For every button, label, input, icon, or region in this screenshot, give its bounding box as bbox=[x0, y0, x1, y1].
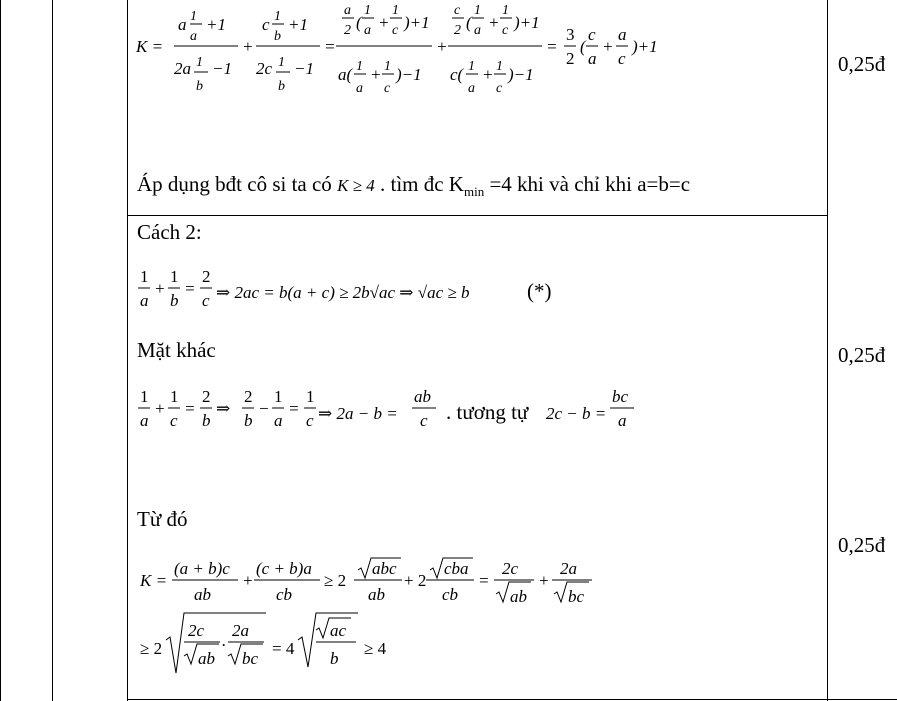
svg-text:b: b bbox=[196, 79, 203, 94]
formula-k-label: K = bbox=[136, 37, 164, 56]
svg-text:)+1: )+1 bbox=[514, 13, 540, 32]
svg-text:+1: +1 bbox=[206, 15, 226, 34]
svg-text:b: b bbox=[274, 29, 281, 44]
svg-text:2c: 2c bbox=[188, 621, 205, 640]
eq1-star: (*) bbox=[527, 279, 552, 303]
svg-text:c: c bbox=[170, 411, 178, 430]
svg-text:= 4: = 4 bbox=[272, 639, 295, 658]
svg-text:2: 2 bbox=[202, 267, 211, 286]
svg-text:a: a bbox=[356, 81, 363, 96]
svg-text:+: + bbox=[602, 37, 614, 56]
apply-tail-pre: . tìm đc K bbox=[379, 172, 464, 196]
svg-text:+ 2: + 2 bbox=[404, 571, 427, 590]
svg-text:a: a bbox=[468, 81, 475, 96]
svg-text:+: + bbox=[370, 65, 382, 84]
svg-text:ab: ab bbox=[510, 587, 527, 606]
svg-text:c: c bbox=[306, 411, 314, 430]
svg-text:a(: a( bbox=[338, 65, 353, 84]
eq2-frac-ab-c bbox=[410, 386, 440, 446]
svg-text:ab: ab bbox=[368, 585, 385, 604]
svg-text:b: b bbox=[278, 79, 285, 94]
svg-text:b: b bbox=[244, 411, 253, 430]
method-title: Cách 2: bbox=[137, 220, 202, 244]
svg-text:c: c bbox=[454, 3, 461, 18]
apply-text: Áp dụng bđt cô si ta có bbox=[137, 172, 332, 196]
eq2-mid: ⇒ 2a − b = bbox=[318, 404, 398, 423]
svg-text:1: 1 bbox=[364, 3, 371, 18]
svg-text:1: 1 bbox=[170, 387, 179, 406]
svg-text:3: 3 bbox=[566, 25, 575, 44]
svg-text:1: 1 bbox=[190, 9, 197, 24]
svg-text:(a + b)c: (a + b)c bbox=[174, 559, 230, 578]
svg-text:c: c bbox=[202, 291, 210, 310]
score-row3: 0,25đ bbox=[838, 533, 886, 557]
svg-text:1: 1 bbox=[306, 387, 315, 406]
svg-text:1: 1 bbox=[468, 59, 475, 74]
apply-tail-post: =4 khi và chỉ khi a=b=c bbox=[484, 172, 691, 196]
svg-text:⇒: ⇒ bbox=[216, 399, 231, 418]
svg-text:−: − bbox=[258, 399, 270, 418]
svg-text:+: + bbox=[242, 571, 254, 590]
svg-text:c: c bbox=[384, 81, 391, 96]
eq2-frac-bc-a bbox=[608, 386, 638, 446]
other-title: Mặt khác bbox=[137, 338, 216, 362]
svg-text:+: + bbox=[538, 571, 550, 590]
svg-text:1: 1 bbox=[170, 267, 179, 286]
svg-text:=: = bbox=[478, 571, 490, 590]
svg-text:−1: −1 bbox=[294, 59, 314, 78]
svg-text:+: + bbox=[482, 65, 494, 84]
svg-text:1: 1 bbox=[140, 267, 149, 286]
table-border-col1 bbox=[52, 0, 53, 701]
svg-text:1: 1 bbox=[384, 59, 391, 74]
svg-text:cb: cb bbox=[276, 585, 293, 604]
svg-text:ab: ab bbox=[198, 649, 215, 668]
svg-text:+: + bbox=[154, 279, 166, 298]
svg-text:a: a bbox=[618, 411, 627, 430]
svg-text:ab: ab bbox=[194, 585, 211, 604]
svg-text:.: . bbox=[222, 631, 227, 650]
row-divider-1 bbox=[127, 215, 827, 216]
svg-text:2c: 2c bbox=[502, 559, 519, 578]
svg-text:1: 1 bbox=[274, 387, 283, 406]
svg-text:)−1: )−1 bbox=[396, 65, 422, 84]
svg-text:)+1: )+1 bbox=[632, 37, 658, 56]
svg-text:c: c bbox=[392, 23, 399, 38]
similar-text: . tương tự bbox=[446, 400, 529, 424]
formula-k-final bbox=[136, 556, 596, 686]
svg-text:+: + bbox=[154, 399, 166, 418]
svg-text:c: c bbox=[496, 81, 503, 96]
svg-text:2: 2 bbox=[344, 23, 351, 38]
svg-text:1: 1 bbox=[502, 3, 509, 18]
svg-text:a: a bbox=[140, 291, 149, 310]
svg-text:≥ 2: ≥ 2 bbox=[324, 571, 347, 590]
svg-text:c: c bbox=[588, 25, 596, 44]
svg-text:c: c bbox=[618, 49, 626, 68]
svg-text:1: 1 bbox=[140, 387, 149, 406]
svg-text:a: a bbox=[344, 3, 351, 18]
svg-text:=: = bbox=[324, 37, 336, 56]
svg-text:b: b bbox=[330, 649, 339, 668]
eq1-fractions bbox=[136, 266, 226, 326]
svg-text:a: a bbox=[140, 411, 149, 430]
svg-text:b: b bbox=[170, 291, 179, 310]
svg-text:bc: bc bbox=[242, 649, 259, 668]
svg-text:2: 2 bbox=[566, 49, 575, 68]
svg-text:1: 1 bbox=[474, 3, 481, 18]
svg-text:2a: 2a bbox=[232, 621, 249, 640]
svg-text:1: 1 bbox=[278, 55, 285, 70]
formula-k-fractions bbox=[128, 0, 828, 110]
eq2-rhs: 2c − b = bbox=[546, 404, 607, 423]
svg-text:a: a bbox=[190, 29, 197, 44]
svg-text:b: b bbox=[202, 411, 211, 430]
svg-text:a: a bbox=[588, 49, 597, 68]
svg-text:=: = bbox=[546, 37, 558, 56]
table-border-left bbox=[0, 0, 1, 701]
svg-text:(: ( bbox=[356, 13, 362, 32]
svg-text:ab: ab bbox=[414, 387, 431, 406]
svg-text:+: + bbox=[488, 13, 500, 32]
svg-text:1: 1 bbox=[356, 59, 363, 74]
svg-text:a: a bbox=[178, 15, 187, 34]
svg-text:)−1: )−1 bbox=[508, 65, 534, 84]
svg-text:K =: K = bbox=[140, 571, 168, 590]
svg-text:cb: cb bbox=[442, 585, 459, 604]
svg-text:2: 2 bbox=[202, 387, 211, 406]
k-min-subscript: min bbox=[463, 184, 485, 200]
row-divider-bottom bbox=[127, 699, 897, 700]
svg-text:cba: cba bbox=[444, 559, 469, 578]
svg-text:2: 2 bbox=[454, 23, 461, 38]
svg-text:+: + bbox=[242, 37, 254, 56]
svg-text:)+1: )+1 bbox=[404, 13, 430, 32]
svg-text:+: + bbox=[436, 37, 448, 56]
svg-text:a: a bbox=[274, 411, 283, 430]
svg-text:a: a bbox=[618, 25, 627, 44]
svg-text:bc: bc bbox=[568, 587, 585, 606]
svg-text:=: = bbox=[184, 399, 196, 418]
svg-text:2c: 2c bbox=[256, 59, 273, 78]
svg-text:c(: c( bbox=[450, 65, 464, 84]
svg-text:c: c bbox=[420, 411, 428, 430]
svg-text:1: 1 bbox=[274, 9, 281, 24]
svg-text:a: a bbox=[474, 23, 481, 38]
svg-text:bc: bc bbox=[612, 387, 629, 406]
svg-text:≥ 2: ≥ 2 bbox=[140, 639, 163, 658]
svg-text:a: a bbox=[364, 23, 371, 38]
svg-text:1: 1 bbox=[392, 3, 399, 18]
svg-text:=: = bbox=[288, 399, 300, 418]
svg-text:=: = bbox=[184, 279, 196, 298]
svg-text:1: 1 bbox=[496, 59, 503, 74]
score-row1: 0,25đ bbox=[838, 52, 886, 76]
svg-text:+1: +1 bbox=[288, 15, 308, 34]
svg-text:2: 2 bbox=[244, 387, 253, 406]
eq2-fractions bbox=[136, 386, 346, 446]
svg-text:+: + bbox=[378, 13, 390, 32]
svg-text:2a: 2a bbox=[174, 59, 191, 78]
svg-text:(: ( bbox=[466, 13, 472, 32]
svg-text:c: c bbox=[502, 23, 509, 38]
svg-text:(: ( bbox=[580, 37, 586, 56]
svg-text:(c + b)a: (c + b)a bbox=[256, 559, 312, 578]
svg-text:≥ 4: ≥ 4 bbox=[364, 639, 387, 658]
apply-cauchy-text bbox=[137, 174, 690, 198]
svg-text:c: c bbox=[262, 15, 270, 34]
svg-text:1: 1 bbox=[196, 55, 203, 70]
eq1-tail: ⇒ 2ac = b(a + c) ≥ 2b√ac ⇒ √ac ≥ b bbox=[216, 283, 470, 302]
svg-text:abc: abc bbox=[372, 559, 397, 578]
svg-text:ac: ac bbox=[330, 621, 347, 640]
apply-ineq: K ≥ 4 bbox=[337, 176, 375, 195]
svg-text:2a: 2a bbox=[560, 559, 577, 578]
score-row2: 0,25đ bbox=[838, 343, 886, 367]
from-title: Từ đó bbox=[137, 507, 188, 531]
svg-text:−1: −1 bbox=[212, 59, 232, 78]
